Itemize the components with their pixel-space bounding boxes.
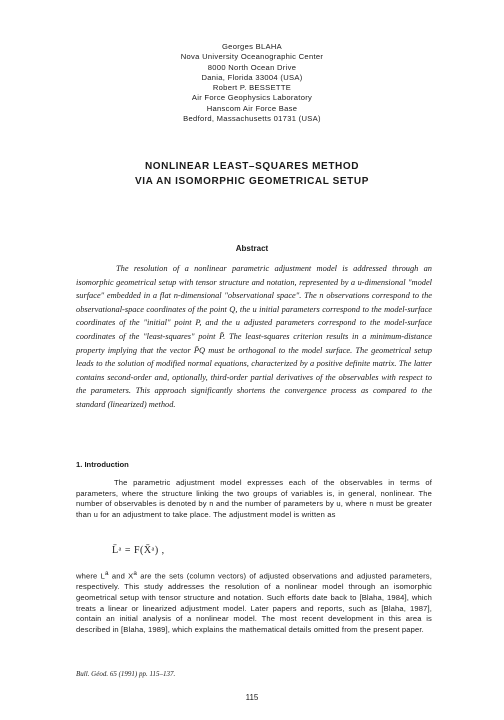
author-block [0, 42, 504, 124]
page-number: 115 [245, 693, 259, 702]
title-line-2: VIA AN ISOMORPHIC GEOMETRICAL SETUP [135, 175, 369, 187]
author-line: Robert P. BESSETTE [212, 83, 292, 93]
author-line: Georges BLAHA [221, 42, 283, 51]
intro-text-2a: where L [76, 571, 105, 581]
section-heading-introduction: 1. Introduction [76, 460, 129, 469]
superscript-a: a [133, 570, 138, 577]
journal-citation: Bull. Géod. 65 (1991) pp. 115–137. [76, 670, 176, 678]
title-line-1: NONLINEAR LEAST–SQUARES METHOD [144, 161, 360, 172]
abstract-text: The resolution of a nonlinear parametric adjustment model is addressed through an isomorphic geometrical setup with tensor structure and notation, represented by a u-dimensional "model surface" embedded in a flat n-dimensional "observational space". The n observations correspond to the observational-space coordinates of the point Q, the u initial parameters correspond to the model-surface coordinates of the "initial" point P, and the u adjusted parameters correspond to the model-surface coordinates of the "least-squares" point P̄. The least-squares criterion results in a minimum-distance property implying that the vector P̄Q must be orthogonal to the model surface. The geometrical setup leads to the solution of modified normal equations, characterized by a positive definite matrix. The latter contains second-order and, optionally, third-order partial derivatives of the observables with respect to the parameters. This approach significantly shortens the convergence process as compared to the standard (linearized) method. [76, 264, 432, 409]
abstract-body [76, 262, 432, 412]
author-line: Dania, Florida 33004 (USA) [201, 72, 303, 82]
paper-title [0, 160, 504, 189]
author-line: 8000 North Ocean Drive [207, 62, 297, 72]
intro-text-2b: and X [108, 571, 134, 581]
intro-text-2c: are the sets (column vectors) of adjusted observations and adjusted parameters, respectively. This study addresses the resolution of a nonlinear model through an isomorphic geometrical setup with tensor structure and notation. Such efforts date back to [Blaha, 1984], which treats a linear or linearized adjustment model. Later papers and reports, such as [Blaha, 1987], contain an initial analysis of a nonlinear model. The most recent development in this area is described in [Blaha, 1989], which explains the mathematical details omitted from the present paper. [76, 571, 432, 635]
adjustment-equation: L̄ᵃ = F(X̄ᵃ) , [112, 545, 165, 556]
abstract-heading: Abstract [235, 244, 269, 253]
intro-text-2 [76, 569, 432, 636]
author-line: Air Force Geophysics Laboratory [191, 93, 313, 103]
intro-text-1: The parametric adjustment model expresses each of the observables in terms of parameters, where the structure linking the two groups of variables is, in general, nonlinear. The number of observables is denoted by n and the number of parameters by u, where n must be greater than u for an adjustment to take place. The adjustment model is written as [76, 478, 432, 520]
author-line: Bedford, Massachusetts 01731 (USA) [183, 114, 321, 124]
introduction-paragraph-2 [76, 569, 432, 636]
author-line: Nova University Oceanographic Center [180, 52, 324, 62]
introduction-paragraph-1 [76, 478, 432, 521]
superscript-a: a [105, 570, 109, 577]
author-line: Hanscom Air Force Base [206, 103, 298, 113]
